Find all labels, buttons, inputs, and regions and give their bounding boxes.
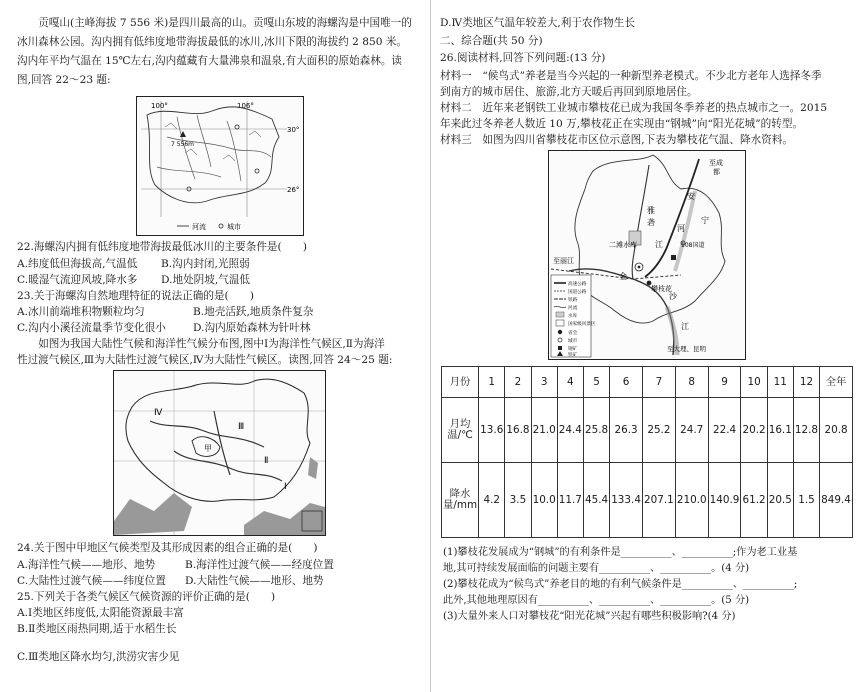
table-cell-temp: 25.8 xyxy=(583,398,609,463)
material2-line-2: 年来此过冬养老人数近 10 万,攀枝花正在实现由“钢城”向“阳光花城”的转型。 xyxy=(440,118,804,130)
legend-label-5: 国家级风景区 xyxy=(568,322,596,327)
legend-label-6: 省会 xyxy=(568,331,578,336)
intro-line-3: 沟内年平均气温在 15℃左右,沟内蕴藏有大量沸泉和温泉,有大面积的原始森林。读 xyxy=(17,55,403,67)
table-cell-month: 4 xyxy=(557,367,583,398)
legend-label-0: 高速公路 xyxy=(568,282,587,287)
sha-label: 沙 xyxy=(669,292,677,301)
table-cell-month: 10 xyxy=(741,367,767,398)
q24-option-d: D.大陆性气候——地形、地势 xyxy=(185,575,324,587)
legend-symbol-scenic xyxy=(556,320,564,326)
to-chengdu-label-2: 都 xyxy=(713,168,720,176)
legend-label-8: 钢矿 xyxy=(568,347,578,352)
panzhihua-location-map xyxy=(548,150,746,360)
ning-label: 宁 xyxy=(701,216,709,225)
section-heading: 二、综合题(共 50 分) xyxy=(440,35,543,47)
q22-option-b: B.沟内封闭,光照弱 xyxy=(161,258,250,270)
ya-label: 雅 xyxy=(647,206,655,215)
question-1-line-1: (1)攀枝花发展成为“钢城”的有利条件是__________、__________;作为老工业基 xyxy=(443,547,798,558)
scenic-area-dot xyxy=(638,266,641,269)
para2-line-2: 性过渡气候区,Ⅲ为大陆性过渡气候区,Ⅳ为大陆性气候区。读图,回答 24～25 题: xyxy=(17,354,393,366)
table-cell-precip: 133.4 xyxy=(610,463,643,538)
table-row-temperature xyxy=(442,398,853,463)
legend-label-2: 铁路 xyxy=(568,298,578,303)
table-cell-precip: 140.9 xyxy=(708,463,741,538)
long-label: 砻 xyxy=(647,218,655,227)
intro-line-2: 冰川森林公园。沟内拥有低纬度地带海拔最低的冰川,冰川下限的海拔约 2 850 米。 xyxy=(17,36,408,48)
intro-line-1: 贡嘎山(主峰海拔 7 556 米)是四川最高的山。贡嘎山东坡的海螺沟是中国唯一的 xyxy=(38,17,412,29)
table-cell-temp: 24.7 xyxy=(675,398,708,463)
q23-option-b: B.地壳活跃,地质条件复杂 xyxy=(193,306,314,318)
table-cell-precip: 10.0 xyxy=(531,463,557,538)
he-label: 河 xyxy=(677,224,685,233)
an-label: 安 xyxy=(687,192,695,201)
mine-marker xyxy=(671,255,676,260)
legend-river-label: 河流 xyxy=(192,223,206,231)
peak-label: 7 556m xyxy=(171,141,195,148)
table-header-precipitation: 降水量/mm xyxy=(442,463,479,538)
jiang-label-1: 江 xyxy=(655,240,663,249)
table-cell-temp: 21.0 xyxy=(531,398,557,463)
table-cell-month: 7 xyxy=(642,367,675,398)
to-chengdu-label-1: 至成 xyxy=(709,159,723,167)
table-cell-precip: 11.7 xyxy=(557,463,583,538)
legend-symbol-steel-mine xyxy=(558,346,562,350)
jin-label: 金 xyxy=(619,272,627,281)
q24-option-c: C.大陆性过渡气候——纬度位置 xyxy=(17,575,166,587)
table-cell-month: 6 xyxy=(610,367,643,398)
q25-option-d: D.Ⅳ类地区气温年较差大,利于农作物生长 xyxy=(440,17,635,29)
legend-label-7: 城市 xyxy=(568,339,578,344)
table-cell-precip: 20.5 xyxy=(767,463,793,538)
table-cell-month: 全年 xyxy=(820,367,853,398)
material3-line: 材料三 如图为四川省攀枝花市区位示意图,下表为攀枝花气温、降水资料。 xyxy=(440,134,793,146)
q24-stem: 24.关于图中甲地区气候类型及其形成因素的组合正确的是( ) xyxy=(17,542,318,554)
table-cell-temp: 16.8 xyxy=(505,398,531,463)
table-cell-month: 1 xyxy=(479,367,505,398)
q22-stem: 22.海螺沟内拥有低纬度地带海拔最低冰川的主要条件是( ) xyxy=(17,241,307,253)
table-cell-precip: 207.1 xyxy=(642,463,675,538)
table-cell-month: 5 xyxy=(583,367,609,398)
legend-symbol-reservoir xyxy=(556,312,564,317)
table-cell-month: 8 xyxy=(675,367,708,398)
question-2-line-2: 此外,其他地理原因有__________、__________、__________。(5 分) xyxy=(443,595,750,606)
table-cell-temp: 20.8 xyxy=(820,398,853,463)
table-cell-temp: 26.3 xyxy=(610,398,643,463)
zone-label-3: Ⅲ xyxy=(238,422,245,432)
table-cell-precip: 1.5 xyxy=(793,463,819,538)
reservoir-label: 二滩水库 xyxy=(609,241,637,249)
table-cell-precip: 210.0 xyxy=(675,463,708,538)
national-road-label: 108国道 xyxy=(681,242,705,249)
legend-label-1: 国道公路 xyxy=(568,290,587,295)
q22-option-c: C.暖湿气流迎风坡,降水多 xyxy=(17,274,138,286)
to-lijiang-label: 至丽江 xyxy=(553,257,574,265)
zone-label-2: Ⅱ xyxy=(264,456,269,466)
table-header-temperature: 月均温/℃ xyxy=(442,398,479,463)
region-jia-label: 甲 xyxy=(204,444,212,453)
q23-option-a: A.冰川前端堆积物颗粒均匀 xyxy=(17,306,145,318)
material1-line-2: 到南方的城市居住、旅游,北方天暖后再回到原地居住。 xyxy=(440,86,698,98)
to-dali-label: 至大理、昆明 xyxy=(667,345,706,353)
zone-label-4: Ⅳ xyxy=(154,408,163,418)
table-cell-precip: 4.2 xyxy=(479,463,505,538)
table-cell-temp: 13.6 xyxy=(479,398,505,463)
q23-option-c: C.沟内小溪径流量季节变化很小 xyxy=(17,322,166,334)
table-cell-month: 9 xyxy=(708,367,741,398)
para2-line-1: 如图为我国大陆性气候和海洋性气候分布图,图中Ⅰ为海洋性气候区,Ⅱ为海洋 xyxy=(38,338,385,350)
table-cell-month: 2 xyxy=(505,367,531,398)
climate-table xyxy=(441,366,853,538)
q22-option-a: A.纬度低但海拔高,气温低 xyxy=(17,258,138,270)
q22-option-d: D.地处阴坡,气温低 xyxy=(161,274,251,286)
table-cell-temp: 24.4 xyxy=(557,398,583,463)
table-header-month: 月份 xyxy=(442,367,479,398)
lon-label-left: 100° xyxy=(151,102,168,110)
table-cell-temp: 20.2 xyxy=(741,398,767,463)
lat-label-top: 30° xyxy=(287,126,300,134)
legend-label-9: 铁矿 xyxy=(568,353,578,358)
table-cell-precip: 3.5 xyxy=(505,463,531,538)
question-1-line-2: 地,其可持续发展面临的问题主要有__________、__________。(4 分) xyxy=(443,563,750,574)
table-cell-temp: 12.8 xyxy=(793,398,819,463)
table-cell-temp: 16.1 xyxy=(767,398,793,463)
sichuan-map-figure xyxy=(136,96,304,236)
q26-stem: 26.阅读材料,回答下列问题:(13 分) xyxy=(440,52,606,64)
legend-symbol-capital xyxy=(558,330,562,334)
q25-option-b: B.Ⅱ类地区雨热同期,适于水稻生长 xyxy=(17,623,177,635)
q25-option-a: A.Ⅰ类地区纬度低,太阳能资源最丰富 xyxy=(17,607,184,619)
table-cell-precip: 849.4 xyxy=(820,463,853,538)
jiang-label-2: 江 xyxy=(681,322,689,331)
material1-line-1: 材料一 “候鸟式”养老是当今兴起的一种新型养老模式。不少北方老年人选择冬季 xyxy=(440,70,822,82)
panzhihua-label: 攀枝花 xyxy=(651,285,672,293)
table-cell-temp: 25.2 xyxy=(642,398,675,463)
q23-stem: 23.关于海螺沟自然地理特征的说法正确的是( ) xyxy=(17,290,254,302)
material2-line-1: 材料二 近年来老钢铁工业城市攀枝花已成为我国冬季养老的热点城市之一。2015 xyxy=(440,102,828,114)
lon-label-right: 106° xyxy=(237,102,254,110)
china-climate-map-figure xyxy=(113,370,326,536)
intro-line-4: 图,回答 22～23 题: xyxy=(17,74,111,86)
zone-label-1: Ⅰ xyxy=(284,482,287,492)
legend-city-label: 城市 xyxy=(227,223,241,231)
column-divider xyxy=(430,0,431,692)
table-row-months xyxy=(442,367,853,398)
table-row-precipitation xyxy=(442,463,853,538)
q24-option-b: B.海洋性过渡气候——经度位置 xyxy=(185,559,334,571)
q25-stem: 25.下列关于各类气候区气候资源的评价正确的是( ) xyxy=(17,591,276,603)
question-2-line-1: (2)攀枝花成为“候鸟式”养老目的地的有利气候条件是__________、__________; xyxy=(443,579,798,590)
table-cell-precip: 45.4 xyxy=(583,463,609,538)
table-cell-month: 12 xyxy=(793,367,819,398)
legend-label-3: 河流 xyxy=(568,306,578,311)
table-cell-month: 11 xyxy=(767,367,793,398)
table-cell-temp: 22.4 xyxy=(708,398,741,463)
question-3-line: (3)大量外来人口对攀枝花“阳光花城”兴起有哪些积极影响?(4 分) xyxy=(443,611,736,622)
legend-label-4: 水库 xyxy=(568,314,578,319)
q25-option-c: C.Ⅲ类地区降水均匀,洪涝灾害少见 xyxy=(17,651,180,663)
lat-label-bottom: 26° xyxy=(287,186,300,194)
q24-option-a: A.海洋性气候——地形、地势 xyxy=(17,559,156,571)
table-cell-month: 3 xyxy=(531,367,557,398)
q23-option-d: D.沟内原始森林为针叶林 xyxy=(193,322,311,334)
table-cell-precip: 61.2 xyxy=(741,463,767,538)
